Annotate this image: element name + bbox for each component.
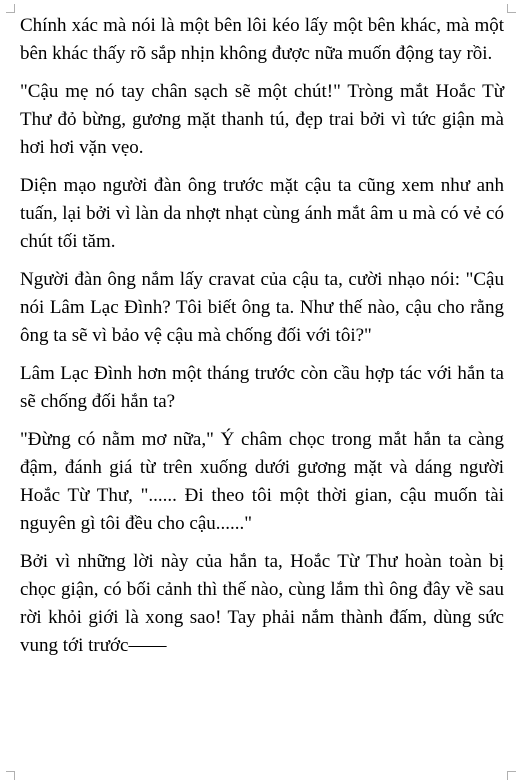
paragraph: "Đừng có nằm mơ nữa," Ý châm chọc trong mắt hắn ta càng đậm, đánh giá từ trên xuống dưới gương mặt và dáng người Hoắc Từ Thư, "...... Đi theo tôi một thời gian, cậu muốn tài nguyên gì tôi đều cho cậu......" bbox=[20, 429, 504, 534]
paragraph: Lâm Lạc Đình hơn một tháng trước còn cầu hợp tác với hắn ta sẽ chống đối hắn ta? bbox=[20, 363, 504, 412]
paragraph: "Cậu mẹ nó tay chân sạch sẽ một chút!" Tròng mắt Hoắc Từ Thư đỏ bừng, gương mặt thanh tú, đẹp trai bởi vì tức giận mà hơi hơi vặn vẹo. bbox=[20, 81, 504, 158]
crop-mark-bottom-right bbox=[507, 771, 516, 780]
paragraph: Chính xác mà nói là một bên lôi kéo lấy một bên khác, mà một bên khác thấy rõ sắp nhịn không được nữa muốn động tay rồi. bbox=[20, 15, 504, 64]
paragraph: Diện mạo người đàn ông trước mặt cậu ta cũng xem như anh tuấn, lại bởi vì làn da nhợt nhạt cùng ánh mắt âm u mà có vẻ có chút tối tăm. bbox=[20, 175, 504, 252]
crop-mark-top-left bbox=[6, 4, 15, 13]
paragraph: Bởi vì những lời này của hắn ta, Hoắc Từ Thư hoàn toàn bị chọc giận, có bối cảnh thì thế nào, cùng lắm thì ông đây về sau rời khỏi giới là xong sao! Tay phải nắm thành đấm, dùng sức vung tới trước—— bbox=[20, 551, 504, 656]
crop-mark-bottom-left bbox=[6, 771, 15, 780]
paragraph: Người đàn ông nắm lấy cravat của cậu ta, cười nhạo nói: "Cậu nói Lâm Lạc Đình? Tôi biết ông ta. Như thế nào, cậu cho rằng ông ta sẽ vì bảo vệ cậu mà chống đối với tôi?" bbox=[20, 269, 504, 346]
document-body bbox=[20, 12, 504, 670]
crop-mark-top-right bbox=[507, 4, 516, 13]
